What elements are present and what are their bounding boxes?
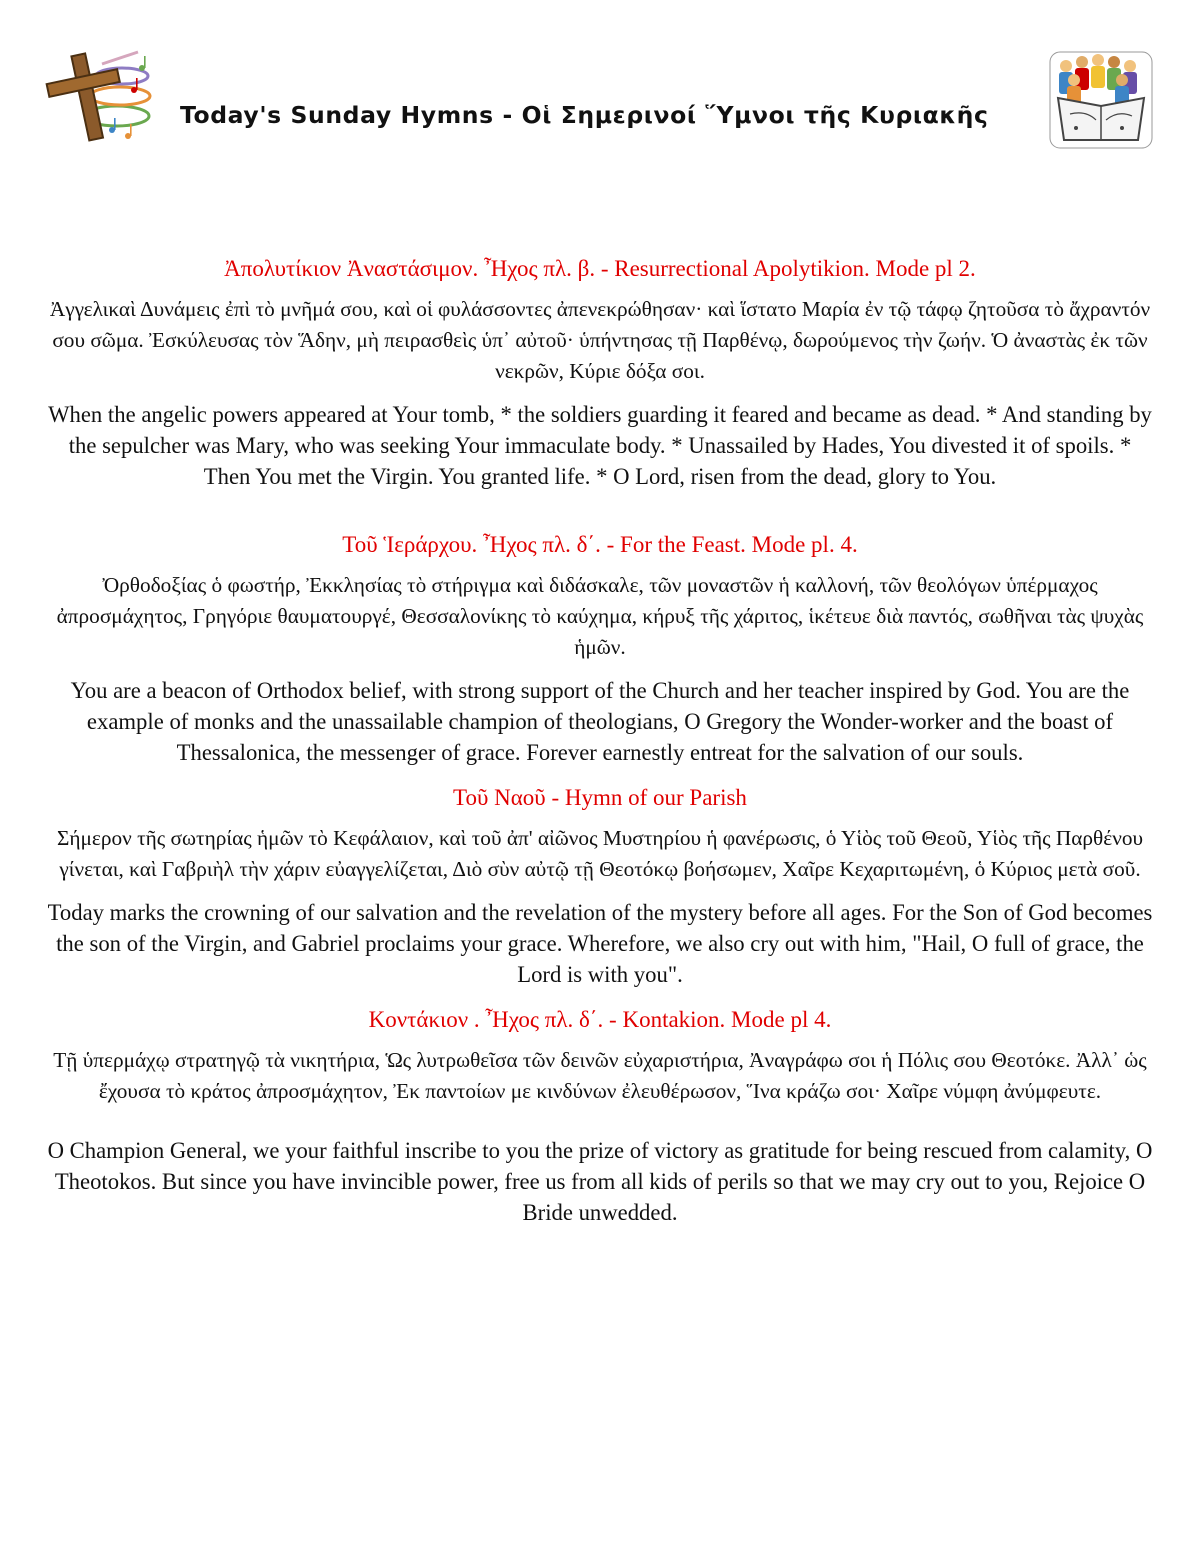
english-text: O Champion General, we your faithful inscribe to you the prize of victory as gratitude for being rescued from calamity, O Theotokos. But since you have invincible power, free us from all kids of perils so that we may cry out to you, Rejoice O Bride unwedded. [47,1138,1153,1225]
hymn-section-feast [44,530,1156,768]
english-text: You are a beacon of Orthodox belief, with strong support of the Church and her teacher inspired by God. You are the example of monks and the unassailable champion of theologians, O Gregory the Wonder-worker and the boast of Thessalonica, the messenger of grace. Forever earnestly entreat for the salvation of our souls. [70,678,1130,765]
section-title: Κοντάκιον . Ἦχος πλ. δ΄. - Kontakion. Mode pl 4. [368,1007,832,1032]
english-text: When the angelic powers appeared at Your tomb, * the soldiers guarding it feared and became as dead. * And standing by the sepulcher was Mary, who was seeking Your immaculate body. * Unassailed by Hades, You divested it of spoils. * Then You met the Virgin. You granted life. * O Lord, risen from the dead, glory to You. [48,402,1152,489]
greek-text: Τῇ ὑπερμάχῳ στρατηγῷ τὰ νικητήρια, Ὡς λυτρωθεῖσα τῶν δεινῶν εὐχαριστήρια, Ἀναγράφω σοι ἡ Πόλις σου Θεοτόκε. Ἀλλ᾽ ὡς ἔχουσα τὸ κράτος ἀπροσμάχητον, Ἐκ παντοίων με κινδύνων ἐλευθέρωσον, Ἵνα κράζω σοι· Χαῖρε νύμφη ἀνύμφευτε. [53,1048,1147,1103]
page-title: Today's Sunday Hymns - Οἱ Σημερινοί Ὕμνοι τῆς Κυριακῆς [180,101,989,129]
choir-singers-icon [1046,48,1156,152]
hymn-section-parish [44,783,1156,990]
section-title: Τοῦ Ἱεράρχου. Ἦχος πλ. δ΄. - For the Feast. Mode pl. 4. [342,532,858,557]
section-title: Ἀπολυτίκιον Ἀναστάσιμον. Ἦχος πλ. β. - Resurrectional Apolytikion. Mode pl 2. [224,256,976,281]
greek-text: Ἀγγελικαὶ Δυνάμεις ἐπὶ τὸ μνῆμά σου, καὶ οἱ φυλάσσοντες ἀπενεκρώθησαν· καὶ ἵστατο Μαρία ἐν τῷ τάφῳ ζητοῦσα τὸ ἄχραντόν σου σῶμα. Ἐσκύλευσας τὸν Ἅδην, μὴ πειρασθεὶς ὑπ᾽ αὐτοῦ· ὑπήντησας τῇ Παρθένῳ, δωρούμενος τὴν ζωήν. Ὁ ἀναστὰς ἐκ τῶν νεκρῶν, Κύριε δόξα σοι. [49,297,1151,383]
page-header [0,0,1200,170]
hymn-section-apolytikion [44,254,1156,492]
hymn-section-kontakion [44,1005,1156,1228]
hymns-content [44,254,1156,1228]
english-text: Today marks the crowning of our salvation and the revelation of the mystery before all ages. For the Son of God becomes the son of the Virgin, and Gabriel proclaims your grace. Wherefore, we also cry out with him, "Hail, O full of grace, the Lord is with you". [47,900,1153,987]
section-title: Τοῦ Ναοῦ - Hymn of our Parish [453,785,747,810]
cross-with-music-notes-icon [42,46,157,146]
greek-text: Ὀρθοδοξίας ὁ φωστήρ, Ἐκκλησίας τὸ στήριγμα καὶ διδάσκαλε, τῶν μοναστῶν ἡ καλλονή, τῶν θεολόγων ὑπέρμαχος ἀπροσμάχητος, Γρηγόριε θαυματουργέ, Θεσσαλονίκης τὸ καύχημα, κήρυξ τῆς χάριτος, ἱκέτευε διὰ παντός, σωθῆναι τὰς ψυχὰς ἡμῶν. [56,573,1144,659]
greek-text: Σήμερον τῆς σωτηρίας ἡμῶν τὸ Κεφάλαιον, καὶ τοῦ ἀπ' αἰῶνος Μυστηρίου ἡ φανέρωσις, ὁ Υἱὸς τοῦ Θεοῦ, Υἱὸς τῆς Παρθένου γίνεται, καὶ Γαβριὴλ τὴν χάριν εὐαγγελίζεται, Διὸ σὺν αὐτῷ τῇ Θεοτόκῳ βοήσωμεν, Χαῖρε Κεχαριτωμένη, ὁ Κύριος μετὰ σοῦ. [56,826,1144,881]
